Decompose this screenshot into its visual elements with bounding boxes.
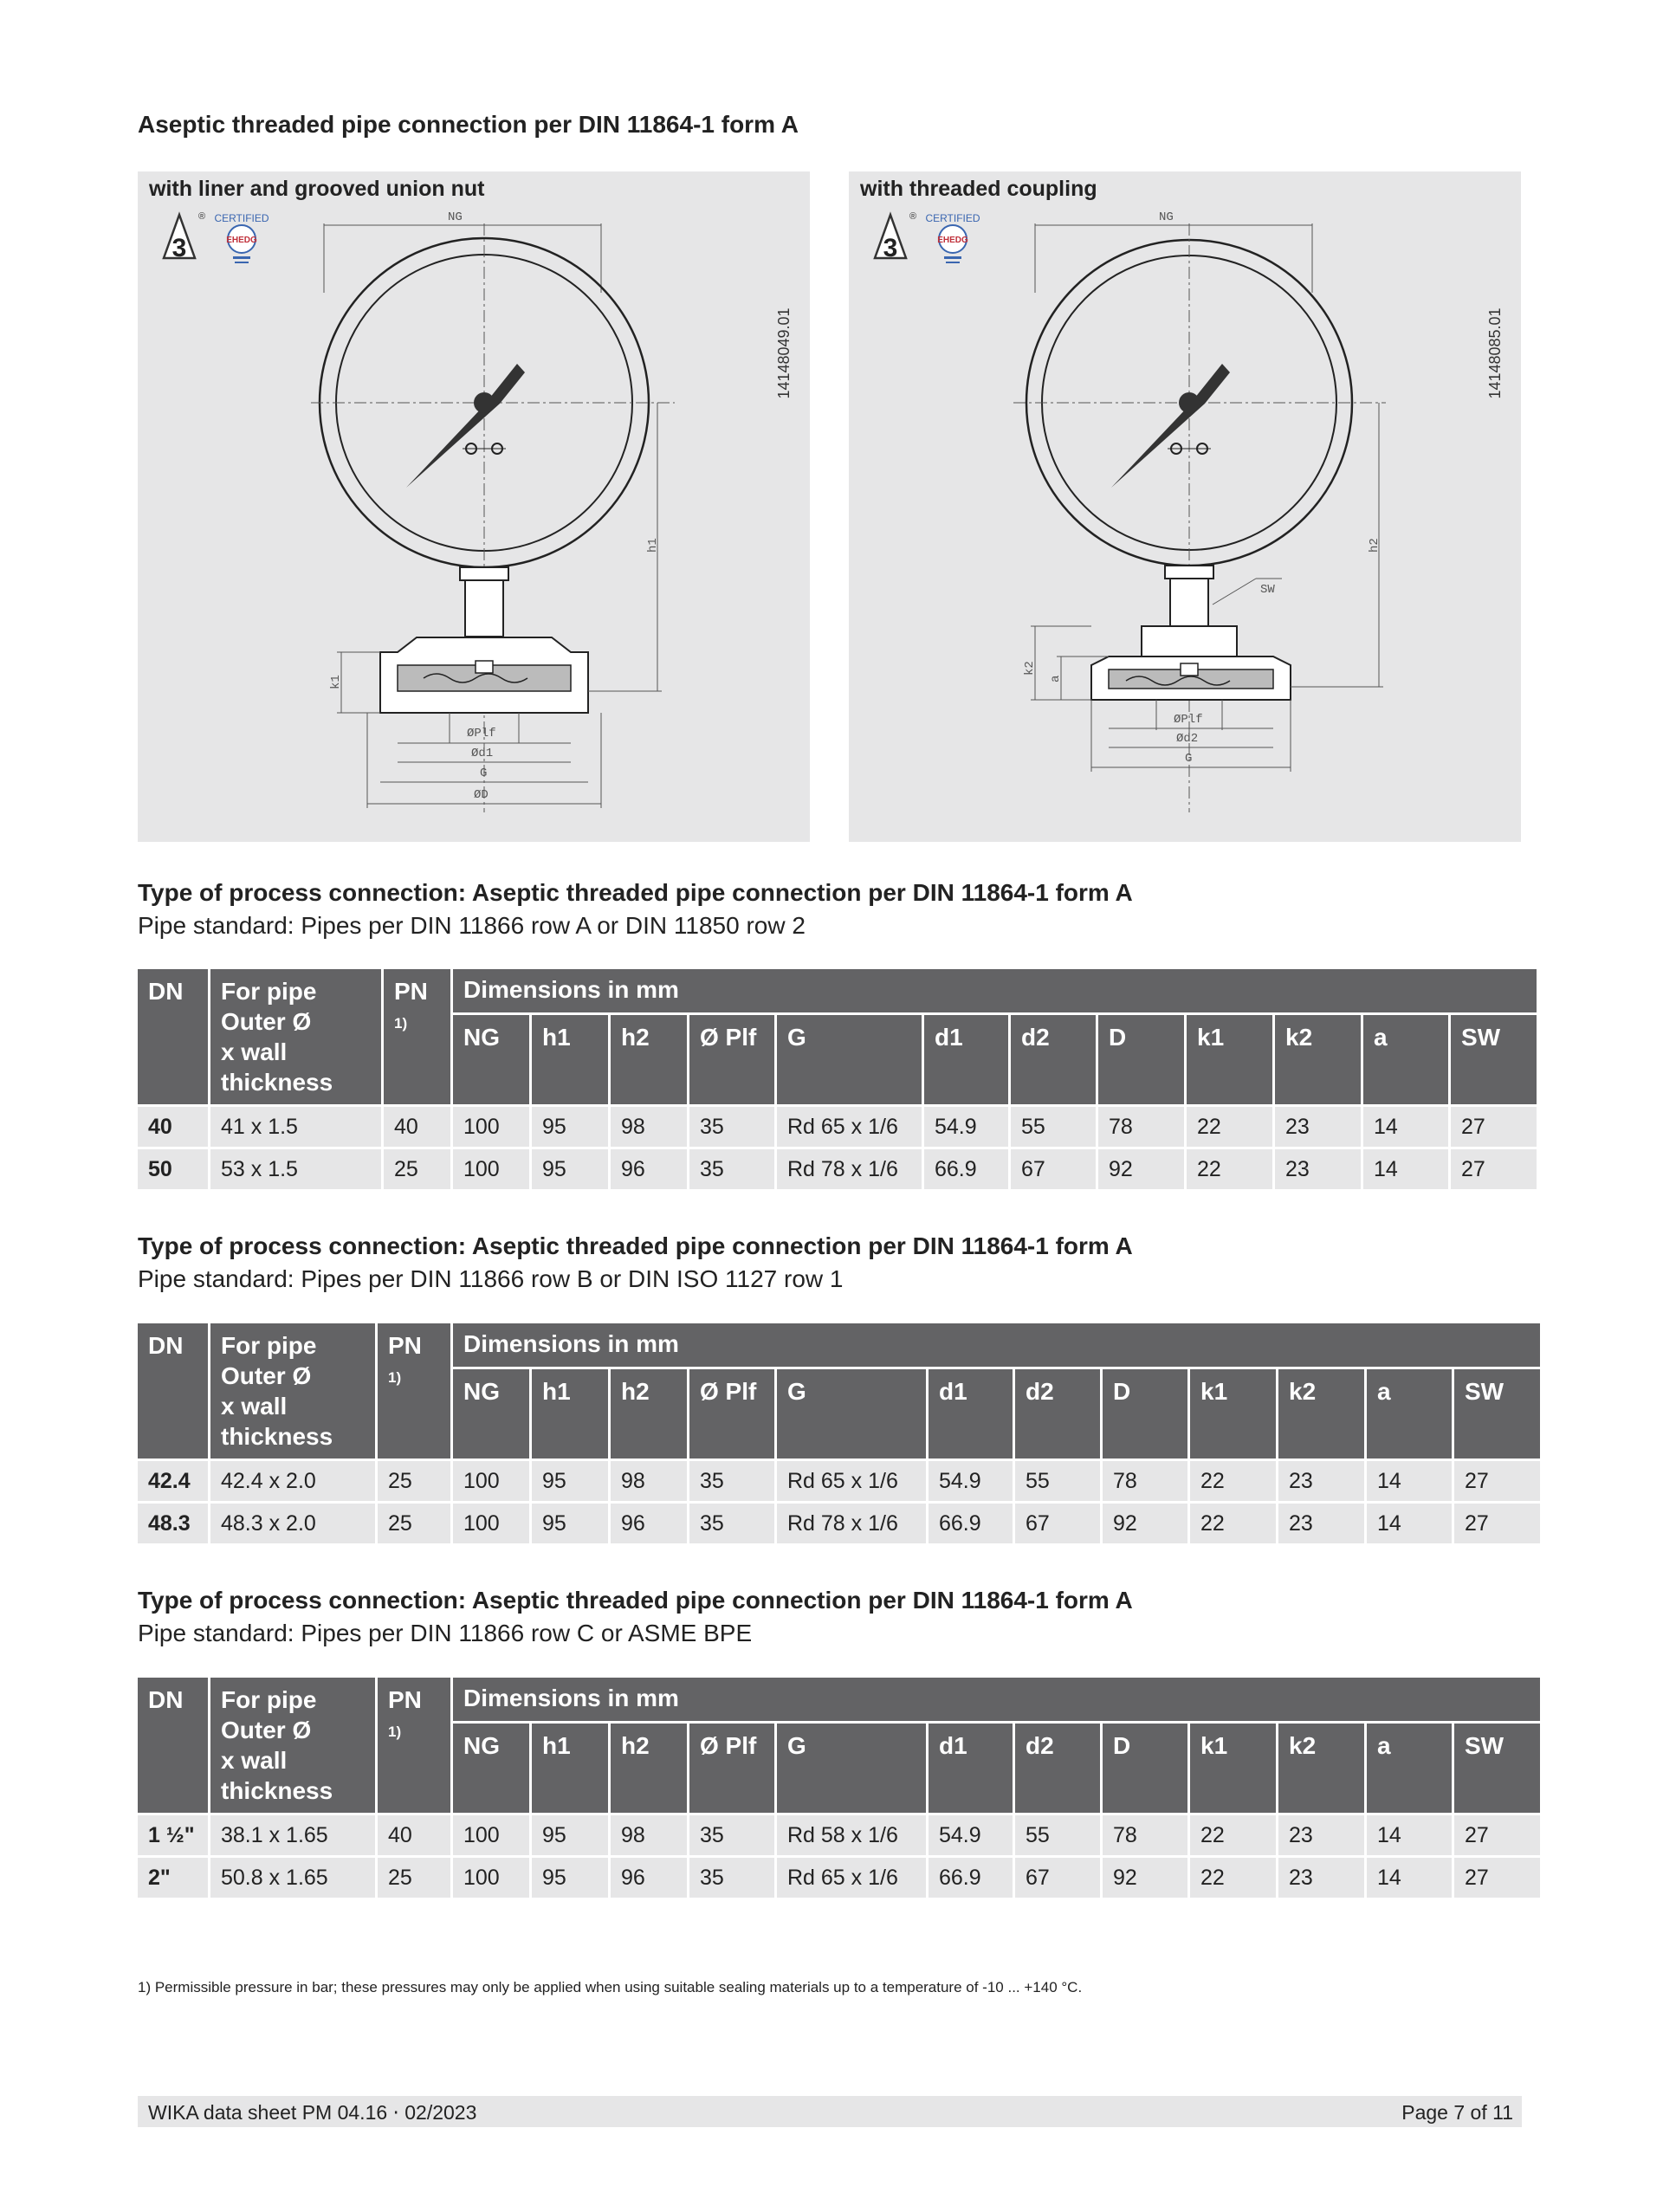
header-d2: d2: [1015, 1369, 1100, 1458]
header-sw: SW: [1451, 1015, 1537, 1104]
header-plf: Ø Plf: [689, 1369, 774, 1458]
svg-text:3: 3: [171, 234, 187, 262]
table-row: 50 53 x 1.5 25 100 95 96 35 Rd 78 x 1/6 66.9 67 92 22 23 14 27: [138, 1149, 1537, 1189]
header-ng: NG: [453, 1724, 529, 1813]
drawing-panel-threaded-coupling: [849, 171, 1521, 842]
header-dn: DN: [138, 969, 208, 1104]
svg-text:Ød1: Ød1: [471, 747, 494, 760]
header-plf: Ø Plf: [689, 1015, 774, 1104]
header-pipe: For pipe Outer Ø x wall thickness: [210, 969, 381, 1104]
svg-text:®: ®: [198, 211, 206, 222]
section-1-subtitle: Pipe standard: Pipes per DIN 11866 row A or DIN 11850 row 2: [138, 912, 806, 939]
svg-text:CERTIFIED: CERTIFIED: [925, 212, 980, 224]
svg-text:EHEDG: EHEDG: [937, 236, 968, 245]
header-d: D: [1103, 1724, 1187, 1813]
table-row: 48.3 48.3 x 2.0 25 100 95 96 35 Rd 78 x 1/6 66.9 67 92 22 23 14 27: [138, 1504, 1540, 1543]
header-k2: k2: [1278, 1724, 1364, 1813]
svg-text:NG: NG: [1159, 210, 1174, 224]
drawing-panel-liner-union-nut: [138, 171, 810, 842]
header-h2: h2: [611, 1015, 687, 1104]
header-d2: d2: [1011, 1015, 1096, 1104]
table-row: 1 ½" 38.1 x 1.65 40 100 95 98 35 Rd 58 x 1/6 54.9 55 78 22 23 14 27: [138, 1815, 1540, 1855]
section-1-title: Type of process connection: Aseptic threaded pipe connection per DIN 11864-1 form A: [138, 879, 1133, 906]
header-pipe: For pipe Outer Ø x wall thickness: [210, 1323, 375, 1458]
svg-text:EHEDG: EHEDG: [226, 236, 257, 245]
header-h1: h1: [532, 1015, 608, 1104]
header-pipe: For pipe Outer Ø x wall thickness: [210, 1678, 375, 1813]
header-dimensions: Dimensions in mm: [453, 1678, 1540, 1721]
header-k2: k2: [1275, 1015, 1361, 1104]
table-row: 40 41 x 1.5 40 100 95 98 35 Rd 65 x 1/6 54.9 55 78 22 23 14 27: [138, 1107, 1537, 1147]
footer-page-number: Page 7 of 11: [1401, 2101, 1513, 2124]
dimensions-table-1: [135, 967, 1539, 1192]
ehedg-certified-logo-icon: [214, 212, 269, 263]
table-row: 42.4 42.4 x 2.0 25 100 95 98 35 Rd 65 x 1/6 54.9 55 78 22 23 14 27: [138, 1461, 1540, 1501]
header-k1: k1: [1187, 1015, 1272, 1104]
section-2-title: Type of process connection: Aseptic threaded pipe connection per DIN 11864-1 form A: [138, 1232, 1133, 1259]
svg-text:SW: SW: [1260, 583, 1275, 597]
header-d1: d1: [924, 1015, 1008, 1104]
svg-text:a: a: [1049, 675, 1063, 682]
header-sw: SW: [1454, 1369, 1540, 1458]
section-2-subtitle: Pipe standard: Pipes per DIN 11866 row B or DIN ISO 1127 row 1: [138, 1265, 844, 1292]
header-dn: DN: [138, 1678, 208, 1813]
header-a: a: [1367, 1724, 1452, 1813]
drawing-number-left: 14148049.01: [775, 307, 793, 399]
header-d1: d1: [929, 1369, 1013, 1458]
header-ng: NG: [453, 1369, 529, 1458]
header-d: D: [1103, 1369, 1187, 1458]
header-d: D: [1098, 1015, 1184, 1104]
dimensions-table-2: [135, 1321, 1543, 1546]
header-pn: PN $^{1)}$: [378, 1323, 450, 1458]
table-row: 2" 50.8 x 1.65 25 100 95 96 35 Rd 65 x 1/6 66.9 67 92 22 23 14 27: [138, 1858, 1540, 1898]
svg-text:CERTIFIED: CERTIFIED: [214, 212, 269, 224]
drawing-number-right: 14148085.01: [1486, 307, 1504, 399]
header-ng: NG: [453, 1015, 529, 1104]
ehedg-certified-logo-icon: [925, 212, 980, 263]
svg-text:G: G: [480, 766, 488, 780]
footer-doc-id: WIKA data sheet PM 04.16 ⋅ 02/2023: [148, 2101, 477, 2124]
section-3-title: Type of process connection: Aseptic threaded pipe connection per DIN 11864-1 form A: [138, 1587, 1133, 1614]
svg-text:k2: k2: [1023, 661, 1037, 676]
svg-text:Ød2: Ød2: [1176, 732, 1199, 746]
header-k1: k1: [1190, 1724, 1276, 1813]
dimensions-table-3: [135, 1675, 1543, 1900]
svg-text:G: G: [1185, 752, 1193, 766]
page-title: Aseptic threaded pipe connection per DIN 11864-1 form A: [138, 111, 799, 138]
header-pn: PN $^{1)}$: [378, 1678, 450, 1813]
section-3-subtitle: Pipe standard: Pipes per DIN 11866 row C or ASME BPE: [138, 1620, 753, 1646]
svg-text:ØD: ØD: [474, 788, 489, 802]
header-h1: h1: [532, 1369, 608, 1458]
3a-logo-icon: [164, 211, 205, 262]
header-h2: h2: [611, 1369, 687, 1458]
header-d1: d1: [929, 1724, 1013, 1813]
footnote: 1) Permissible pressure in bar; these pressures may only be applied when using suitable sealing materials up to a temperature of -10 ... +140 °C.: [138, 1979, 1083, 1995]
header-k2: k2: [1278, 1369, 1364, 1458]
header-dimensions: Dimensions in mm: [453, 1323, 1540, 1367]
header-pn: PN $^{1)}$: [384, 969, 450, 1104]
header-g: G: [777, 1369, 926, 1458]
svg-text:h2: h2: [1368, 538, 1382, 553]
header-sw: SW: [1454, 1724, 1540, 1813]
svg-text:ØPlf: ØPlf: [467, 727, 496, 741]
header-g: G: [777, 1015, 922, 1104]
gauge-drawing-right: [849, 171, 1521, 842]
gauge-drawing-left: [138, 171, 810, 842]
drawing-title-right: with threaded coupling: [860, 177, 1097, 201]
header-d2: d2: [1015, 1724, 1100, 1813]
header-h1: h1: [532, 1724, 608, 1813]
svg-text:ØPlf: ØPlf: [1174, 713, 1203, 727]
3a-logo-icon: [875, 211, 916, 262]
header-h2: h2: [611, 1724, 687, 1813]
header-k1: k1: [1190, 1369, 1276, 1458]
header-dn: DN: [138, 1323, 208, 1458]
drawing-title-left: with liner and grooved union nut: [149, 177, 485, 201]
header-plf: Ø Plf: [689, 1724, 774, 1813]
svg-text:®: ®: [909, 211, 917, 222]
svg-text:3: 3: [883, 234, 898, 262]
page-footer: [138, 2096, 1522, 2127]
header-a: a: [1363, 1015, 1448, 1104]
header-g: G: [777, 1724, 926, 1813]
header-a: a: [1367, 1369, 1452, 1458]
svg-text:k1: k1: [329, 675, 343, 689]
svg-text:NG: NG: [448, 210, 463, 224]
svg-text:h1: h1: [646, 538, 660, 553]
header-dimensions: Dimensions in mm: [453, 969, 1537, 1012]
